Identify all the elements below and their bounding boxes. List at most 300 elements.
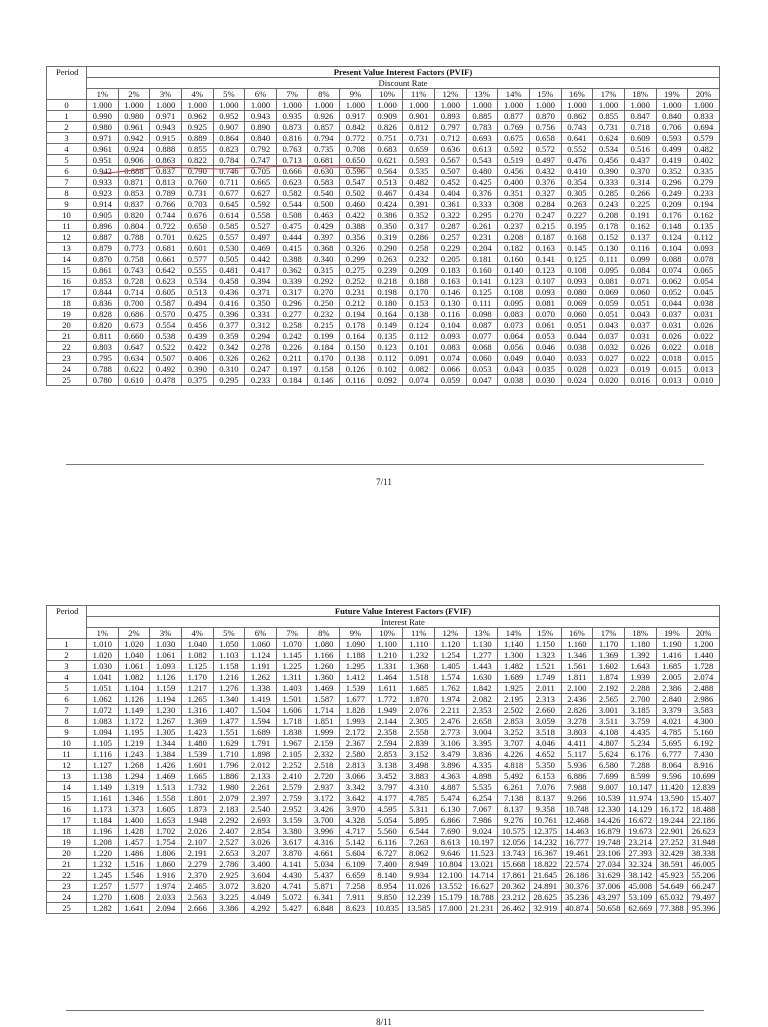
title-row (47, 606, 720, 617)
factor-cell: 1.184 (87, 815, 119, 826)
period-cell: 9 (47, 727, 87, 738)
factor-cell: 0.141 (466, 276, 498, 287)
factor-cell: 0.837 (150, 166, 182, 177)
factor-cell: 1.685 (656, 661, 688, 672)
factor-cell: 1.145 (276, 650, 308, 661)
factor-cell: 0.743 (561, 122, 593, 133)
factor-cell: 0.108 (561, 265, 593, 276)
factor-cell: 0.394 (245, 276, 277, 287)
factor-cell: 0.074 (403, 375, 435, 386)
factor-cell: 0.942 (87, 166, 119, 177)
factor-cell: 0.350 (245, 298, 277, 309)
factor-cell: 4.226 (498, 749, 530, 760)
factor-cell: 1.811 (561, 672, 593, 683)
factor-cell: 5.234 (624, 738, 656, 749)
factor-cell: 0.270 (498, 210, 530, 221)
factor-cell: 10.699 (688, 771, 720, 782)
factor-cell: 1.689 (498, 672, 530, 683)
factor-cell: 0.593 (403, 155, 435, 166)
factor-cell: 0.803 (87, 342, 119, 353)
factor-cell: 0.665 (245, 177, 277, 188)
factor-cell: 1.993 (340, 716, 372, 727)
factor-cell: 2.666 (181, 903, 213, 914)
factor-cell: 0.116 (624, 243, 656, 254)
factor-cell: 0.319 (371, 232, 403, 243)
period-cell: 2 (47, 122, 87, 133)
factor-cell: 0.820 (87, 320, 119, 331)
factor-cell: 22.901 (656, 826, 688, 837)
factor-cell: 2.397 (245, 793, 277, 804)
factor-cell: 1.000 (118, 100, 150, 111)
factor-cell: 0.061 (529, 320, 561, 331)
factor-cell: 5.871 (308, 881, 340, 892)
factor-cell: 6.153 (529, 771, 561, 782)
factor-cell: 0.980 (118, 111, 150, 122)
factor-cell: 1.606 (276, 705, 308, 716)
factor-cell: 0.249 (656, 188, 688, 199)
factor-cell: 1.714 (308, 705, 340, 716)
period-cell: 8 (47, 188, 87, 199)
factor-cell: 1.000 (624, 100, 656, 111)
factor-cell: 1.685 (403, 683, 435, 694)
factor-cell: 0.266 (624, 188, 656, 199)
factor-cell: 2.854 (245, 826, 277, 837)
factor-cell: 1.749 (529, 672, 561, 683)
factor-cell: 0.925 (181, 122, 213, 133)
factor-cell: 0.693 (466, 133, 498, 144)
factor-cell: 0.194 (340, 309, 372, 320)
factor-cell: 16.672 (624, 815, 656, 826)
factor-cell: 3.426 (308, 804, 340, 815)
factor-cell: 7.067 (466, 804, 498, 815)
factor-cell: 1.276 (213, 683, 245, 694)
factor-cell: 1.000 (593, 100, 625, 111)
factor-cell: 0.074 (435, 353, 467, 364)
factor-cell: 0.051 (624, 298, 656, 309)
factor-cell: 0.482 (403, 177, 435, 188)
factor-cell: 27.034 (593, 859, 625, 870)
period-cell: 25 (47, 375, 87, 386)
factor-cell: 0.923 (87, 188, 119, 199)
factor-cell: 38.142 (624, 870, 656, 881)
factor-cell: 1.561 (561, 661, 593, 672)
factor-cell: 0.275 (340, 265, 372, 276)
factor-cell: 6.659 (340, 870, 372, 881)
factor-cell: 1.344 (150, 738, 182, 749)
factor-cell: 0.027 (593, 353, 625, 364)
factor-cell: 1.170 (593, 639, 625, 650)
factor-cell: 14.129 (624, 804, 656, 815)
factor-cell: 0.494 (181, 298, 213, 309)
factor-cell: 0.951 (87, 155, 119, 166)
factor-cell: 0.751 (371, 133, 403, 144)
period-cell: 24 (47, 364, 87, 375)
factor-cell: 0.376 (529, 177, 561, 188)
factor-cell: 0.270 (308, 287, 340, 298)
factor-cell: 0.714 (118, 287, 150, 298)
factor-cell: 11.026 (403, 881, 435, 892)
factor-cell: 40.874 (561, 903, 593, 914)
factor-cell: 0.299 (340, 254, 372, 265)
factor-cell: 4.141 (276, 859, 308, 870)
factor-cell: 1.346 (118, 793, 150, 804)
factor-cell: 1.245 (87, 870, 119, 881)
factor-cell: 0.111 (466, 298, 498, 309)
factor-cell: 0.783 (466, 122, 498, 133)
factor-cell: 0.415 (276, 243, 308, 254)
factor-cell: 0.158 (308, 364, 340, 375)
table-row (47, 199, 720, 210)
rate-header: 3% (150, 628, 182, 639)
factor-cell: 6.777 (656, 749, 688, 760)
factor-cell: 1.305 (150, 727, 182, 738)
factor-cell: 6.116 (371, 837, 403, 848)
factor-cell: 6.254 (466, 793, 498, 804)
rate-header: 20% (688, 89, 720, 100)
factor-cell: 0.294 (245, 331, 277, 342)
factor-cell: 1.130 (466, 639, 498, 650)
factor-cell: 0.184 (308, 342, 340, 353)
rate-header: 10% (371, 628, 403, 639)
factor-cell: 0.305 (561, 188, 593, 199)
factor-cell: 1.412 (340, 672, 372, 683)
factor-cell: 0.564 (371, 166, 403, 177)
factor-cell: 19.673 (624, 826, 656, 837)
factor-cell: 3.026 (245, 837, 277, 848)
factor-cell: 3.759 (624, 716, 656, 727)
table-row (47, 353, 720, 364)
factor-cell: 0.031 (624, 331, 656, 342)
factor-cell: 4.661 (308, 848, 340, 859)
factor-cell: 2.011 (529, 683, 561, 694)
factor-cell: 0.419 (656, 155, 688, 166)
factor-cell: 1.886 (213, 771, 245, 782)
factor-cell: 0.095 (498, 298, 530, 309)
period-cell: 24 (47, 892, 87, 903)
factor-cell: 1.000 (688, 100, 720, 111)
factor-cell: 1.605 (150, 804, 182, 815)
period-cell: 10 (47, 210, 87, 221)
factor-cell: 0.211 (276, 353, 308, 364)
factor-cell: 4.411 (561, 738, 593, 749)
factor-cell: 1.140 (498, 639, 530, 650)
table-row (47, 683, 720, 694)
factor-cell: 0.074 (656, 265, 688, 276)
factor-cell: 0.837 (118, 199, 150, 210)
factor-cell: 24.891 (529, 881, 561, 892)
factor-cell: 0.258 (276, 320, 308, 331)
factor-cell: 0.877 (498, 111, 530, 122)
factor-cell: 0.499 (656, 144, 688, 155)
factor-cell: 0.204 (466, 243, 498, 254)
factor-cell: 0.567 (435, 155, 467, 166)
factor-cell: 1.426 (150, 760, 182, 771)
factor-cell: 4.785 (656, 727, 688, 738)
table-row (47, 716, 720, 727)
period-cell: 9 (47, 199, 87, 210)
factor-cell: 1.270 (87, 892, 119, 903)
factor-cell: 0.073 (498, 320, 530, 331)
factor-cell: 17.000 (435, 903, 467, 914)
factor-cell: 0.497 (245, 232, 277, 243)
factor-cell: 0.625 (181, 232, 213, 243)
factor-cell: 0.285 (593, 188, 625, 199)
factor-cell: 2.579 (276, 782, 308, 793)
factor-cell: 0.879 (87, 243, 119, 254)
factor-cell: 3.059 (529, 716, 561, 727)
factor-cell: 3.836 (466, 749, 498, 760)
factor-cell: 2.839 (403, 738, 435, 749)
factor-cell: 0.069 (561, 298, 593, 309)
factor-cell: 1.587 (308, 694, 340, 705)
factor-cell: 0.149 (371, 320, 403, 331)
factor-cell: 0.500 (308, 199, 340, 210)
factor-cell: 12.056 (498, 837, 530, 848)
factor-cell: 1.643 (624, 661, 656, 672)
factor-cell: 0.641 (561, 133, 593, 144)
factor-cell: 0.351 (498, 188, 530, 199)
factor-cell: 19.748 (593, 837, 625, 848)
factor-cell: 2.518 (308, 760, 340, 771)
factor-cell: 5.936 (561, 760, 593, 771)
factor-cell: 1.702 (150, 826, 182, 837)
factor-cell: 0.146 (435, 287, 467, 298)
factor-cell: 1.040 (118, 650, 150, 661)
factor-cell: 0.233 (245, 375, 277, 386)
factor-cell: 0.227 (561, 210, 593, 221)
factor-cell: 0.108 (498, 287, 530, 298)
factor-cell: 1.772 (371, 694, 403, 705)
factor-cell: 0.554 (150, 320, 182, 331)
factor-cell: 50.658 (593, 903, 625, 914)
factor-cell: 0.889 (181, 133, 213, 144)
factor-cell: 0.263 (561, 199, 593, 210)
factor-cell: 3.106 (435, 738, 467, 749)
factor-cell: 0.513 (371, 177, 403, 188)
factor-cell: 2.558 (403, 727, 435, 738)
factor-cell: 0.460 (340, 199, 372, 210)
factor-cell: 0.084 (624, 265, 656, 276)
factor-cell: 0.660 (118, 331, 150, 342)
factor-cell: 0.926 (308, 111, 340, 122)
factor-cell: 0.062 (656, 276, 688, 287)
factor-cell: 1.000 (276, 100, 308, 111)
factor-cell: 1.521 (529, 661, 561, 672)
factor-cell: 1.051 (87, 683, 119, 694)
factor-cell: 6.192 (688, 738, 720, 749)
factor-cell: 12.330 (593, 804, 625, 815)
factor-cell: 0.350 (371, 221, 403, 232)
factor-cell: 0.162 (624, 221, 656, 232)
factor-cell: 0.170 (308, 353, 340, 364)
rate-header: 1% (87, 89, 119, 100)
factor-cell: 3.185 (624, 705, 656, 716)
factor-cell: 0.396 (213, 309, 245, 320)
period-cell: 8 (47, 716, 87, 727)
table-row (47, 232, 720, 243)
rate-header: 1% (87, 628, 119, 639)
period-cell: 18 (47, 826, 87, 837)
factor-cell: 1.061 (150, 650, 182, 661)
rate-header: 4% (181, 89, 213, 100)
table-row (47, 727, 720, 738)
factor-cell: 0.356 (340, 232, 372, 243)
rate-header: 14% (498, 628, 530, 639)
factor-cell: 4.717 (340, 826, 372, 837)
factor-cell: 3.700 (308, 815, 340, 826)
factor-cell: 3.870 (276, 848, 308, 859)
factor-cell: 4.292 (245, 903, 277, 914)
factor-cell: 7.986 (466, 815, 498, 826)
factor-cell: 1.090 (340, 639, 372, 650)
factor-cell: 0.544 (276, 199, 308, 210)
factor-cell: 0.731 (593, 122, 625, 133)
factor-cell: 1.482 (498, 661, 530, 672)
factor-cell: 1.873 (181, 804, 213, 815)
factor-cell: 1.093 (150, 661, 182, 672)
factor-cell: 1.082 (118, 672, 150, 683)
factor-cell: 0.286 (403, 232, 435, 243)
factor-cell: 1.061 (118, 661, 150, 672)
period-cell: 25 (47, 903, 87, 914)
factor-cell: 1.116 (87, 749, 119, 760)
factor-cell: 20.362 (498, 881, 530, 892)
factor-cell: 0.538 (150, 331, 182, 342)
factor-cell: 1.551 (213, 727, 245, 738)
factor-cell: 1.158 (213, 661, 245, 672)
factor-cell: 0.146 (308, 375, 340, 386)
factor-cell: 0.661 (150, 254, 182, 265)
factor-cell: 2.144 (371, 716, 403, 727)
factor-cell: 66.247 (688, 881, 720, 892)
factor-cell: 1.842 (466, 683, 498, 694)
factor-cell: 45.923 (656, 870, 688, 881)
factor-cell: 1.689 (245, 727, 277, 738)
factor-cell: 5.142 (340, 837, 372, 848)
factor-cell: 1.428 (118, 826, 150, 837)
factor-cell: 2.476 (435, 716, 467, 727)
factor-cell: 0.209 (403, 265, 435, 276)
factor-cell: 0.826 (371, 122, 403, 133)
factor-cell: 1.407 (213, 705, 245, 716)
factor-cell: 1.050 (213, 639, 245, 650)
factor-cell: 2.660 (529, 705, 561, 716)
table-row (47, 331, 720, 342)
factor-cell: 1.331 (371, 661, 403, 672)
factor-cell: 1.124 (245, 650, 277, 661)
factor-cell: 1.010 (87, 639, 119, 650)
factor-cell: 14.714 (466, 870, 498, 881)
factor-cell: 3.479 (435, 749, 467, 760)
period-cell: 20 (47, 320, 87, 331)
factor-cell: 0.763 (276, 144, 308, 155)
factor-cell: 1.188 (340, 650, 372, 661)
factor-cell: 0.093 (561, 276, 593, 287)
factor-cell: 0.013 (656, 375, 688, 386)
table-row (47, 221, 720, 232)
factor-cell: 1.457 (118, 837, 150, 848)
factor-cell: 0.037 (624, 320, 656, 331)
factor-cell: 0.215 (308, 320, 340, 331)
factor-cell: 0.388 (340, 221, 372, 232)
factor-cell: 0.416 (213, 298, 245, 309)
table-row (47, 892, 720, 903)
rate-header: 18% (624, 89, 656, 100)
factor-cell: 0.038 (498, 375, 530, 386)
factor-cell: 0.513 (181, 287, 213, 298)
factor-cell: 0.728 (118, 276, 150, 287)
factor-cell: 5.350 (529, 760, 561, 771)
factor-cell: 0.208 (593, 210, 625, 221)
factor-cell: 0.746 (213, 166, 245, 177)
factor-cell: 6.544 (403, 826, 435, 837)
factor-cell: 4.328 (340, 815, 372, 826)
factor-cell: 15.668 (498, 859, 530, 870)
factor-cell: 2.172 (340, 727, 372, 738)
factor-cell: 0.292 (308, 276, 340, 287)
factor-cell: 0.469 (245, 243, 277, 254)
factor-cell: 1.974 (150, 881, 182, 892)
factor-cell: 0.666 (276, 166, 308, 177)
factor-cell: 0.362 (276, 265, 308, 276)
factor-cell: 0.026 (656, 331, 688, 342)
factor-cell: 0.163 (529, 243, 561, 254)
factor-cell: 0.847 (624, 111, 656, 122)
factor-cell: 5.695 (656, 738, 688, 749)
table-row (47, 342, 720, 353)
factor-cell: 0.424 (371, 199, 403, 210)
factor-cell: 1.539 (181, 749, 213, 760)
factor-cell: 3.138 (371, 760, 403, 771)
factor-cell: 0.040 (529, 353, 561, 364)
factor-cell: 0.059 (593, 298, 625, 309)
page-number-8: 8/11 (376, 1017, 392, 1027)
factor-cell: 1.220 (87, 848, 119, 859)
factor-cell: 1.518 (403, 672, 435, 683)
factor-cell: 0.642 (150, 265, 182, 276)
factor-cell: 1.860 (150, 859, 182, 870)
factor-cell: 0.609 (624, 133, 656, 144)
table-row (47, 650, 720, 661)
factor-cell: 0.731 (181, 188, 213, 199)
factor-cell: 0.795 (87, 353, 119, 364)
factor-cell: 0.797 (435, 122, 467, 133)
factor-cell: 4.818 (498, 760, 530, 771)
group-row (47, 78, 720, 89)
factor-cell: 0.031 (688, 309, 720, 320)
factor-cell: 0.354 (561, 177, 593, 188)
factor-cell: 7.430 (688, 749, 720, 760)
factor-cell: 0.907 (213, 122, 245, 133)
factor-cell: 0.924 (118, 144, 150, 155)
factor-cell: 1.641 (118, 903, 150, 914)
factor-cell: 0.242 (276, 331, 308, 342)
factor-cell: 3.001 (593, 705, 625, 716)
factor-cell: 1.608 (118, 892, 150, 903)
rate-header-row (47, 628, 720, 639)
factor-cell: 2.305 (403, 716, 435, 727)
factor-cell: 0.507 (435, 166, 467, 177)
factor-cell: 1.210 (371, 650, 403, 661)
factor-cell: 0.092 (371, 375, 403, 386)
factor-cell: 0.191 (624, 210, 656, 221)
factor-cell: 0.361 (435, 199, 467, 210)
factor-cell: 0.530 (213, 243, 245, 254)
rate-header: 15% (529, 89, 561, 100)
factor-cell: 1.384 (150, 749, 182, 760)
factor-cell: 0.232 (308, 309, 340, 320)
factor-cell: 1.100 (371, 639, 403, 650)
